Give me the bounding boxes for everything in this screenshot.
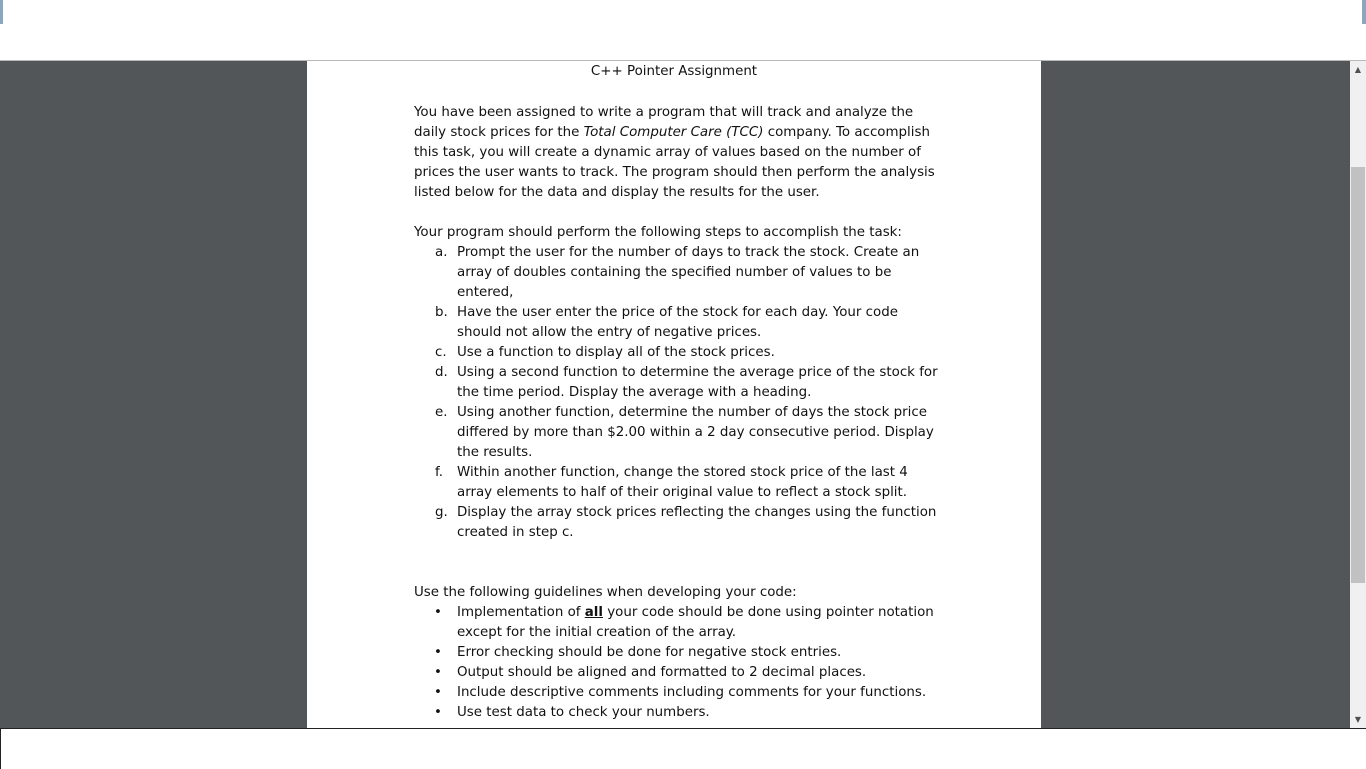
list-marker: c. — [435, 345, 447, 360]
window-edge-right — [1362, 0, 1366, 24]
list-item — [414, 343, 944, 363]
bullet-icon: • — [434, 685, 442, 700]
bullet-icon: • — [434, 665, 442, 680]
list-item — [414, 683, 944, 703]
vertical-scrollbar[interactable] — [1350, 61, 1366, 728]
list-item-text: Output should be aligned and formatted to 2 decimal places. — [457, 665, 867, 680]
bullet-icon: • — [434, 605, 442, 620]
list-marker: g. — [435, 505, 448, 520]
list-item — [414, 603, 944, 643]
list-item — [414, 403, 944, 463]
list-marker: f. — [435, 465, 443, 480]
bottom-bar-edge — [0, 729, 1, 769]
list-marker: a. — [435, 245, 448, 260]
scroll-thumb[interactable] — [1351, 167, 1365, 583]
list-item-text: Use test data to check your numbers. — [457, 705, 710, 720]
list-item — [414, 303, 944, 343]
list-item — [414, 363, 944, 403]
list-item-text: Use a function to display all of the stock prices. — [457, 345, 775, 360]
guidelines-heading: Use the following guidelines when developing your code: — [414, 585, 797, 600]
list-item-text: Have the user enter the price of the stock for each day. Your code should not allow the entry of negative prices. — [457, 305, 898, 340]
page-title: C++ Pointer Assignment — [590, 64, 758, 79]
company-name: Total Computer Care (TCC) — [583, 125, 764, 140]
document-page — [307, 61, 1041, 728]
list-item — [414, 643, 944, 663]
pdf-viewer[interactable] — [0, 61, 1350, 728]
document-body — [414, 103, 944, 723]
list-item-text: Within another function, change the stored stock price of the last 4 array elements to half of their original value to reflect a stock split. — [457, 465, 908, 500]
intro-paragraph — [414, 103, 944, 203]
list-item — [414, 703, 944, 723]
bottom-bar — [0, 728, 1366, 768]
scroll-down-icon[interactable]: ▼ — [1354, 715, 1362, 724]
list-marker: d. — [435, 365, 448, 380]
list-item-text: Prompt the user for the number of days to track the stock. Create an array of doubles containing the specified number of values to be entered, — [457, 245, 920, 300]
intro-text-start: You have been assigned to write a program that will track and analyze the daily stock prices for the — [414, 105, 914, 140]
bullet-icon: • — [434, 645, 442, 660]
browser-top-bar — [0, 0, 1366, 61]
guideline-emphasis: all — [584, 605, 603, 620]
window-edge-left — [0, 0, 3, 24]
guideline-text-start: Implementation of — [457, 605, 585, 620]
list-item — [414, 663, 944, 683]
list-marker: e. — [435, 405, 448, 420]
list-item — [414, 503, 944, 543]
list-item-text: Using another function, determine the number of days the stock price differed by more than $2.00 within a 2 day consecutive period. Display the results. — [457, 405, 934, 460]
list-item-text: Include descriptive comments including comments for your functions. — [457, 685, 927, 700]
list-item — [414, 243, 944, 303]
list-item — [414, 463, 944, 503]
list-item-text: Using a second function to determine the average price of the stock for the time period. Display the average with a heading. — [457, 365, 938, 400]
bullet-icon: • — [434, 705, 442, 720]
guidelines-list — [414, 603, 944, 723]
intro-text-end: company. To accomplish this task, you will create a dynamic array of values based on the number of prices the user wants to track. The program should then perform the analysis listed below for the data and display the results for the user. — [414, 125, 935, 200]
list-marker: b. — [435, 305, 448, 320]
list-item-text: Error checking should be done for negative stock entries. — [457, 645, 842, 660]
guideline-text-end: your code should be done using pointer notation except for the initial creation of the array. — [457, 605, 934, 640]
steps-heading: Your program should perform the following steps to accomplish the task: — [414, 225, 902, 240]
scroll-up-icon[interactable]: ▲ — [1354, 65, 1362, 74]
list-item-text: Display the array stock prices reflecting the changes using the function created in step c. — [457, 505, 937, 540]
steps-list — [414, 243, 944, 543]
